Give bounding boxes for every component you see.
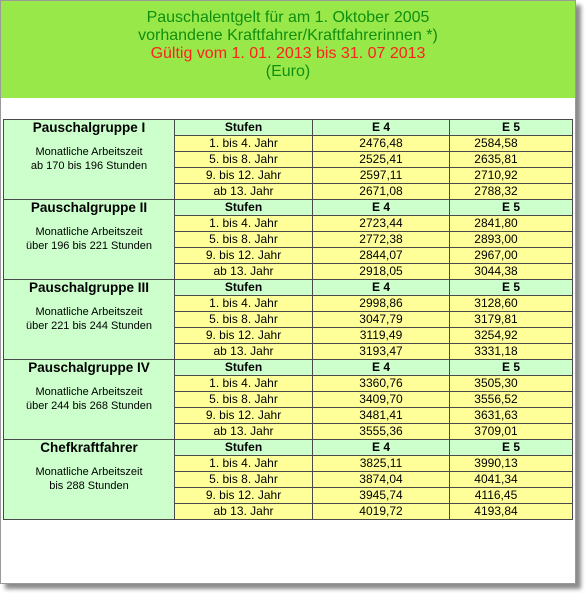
stufe-cell: 1. bis 4. Jahr (175, 456, 313, 472)
e5-value-cell: 2967,00 (450, 248, 573, 264)
group-worktime-range: über 244 bis 268 Stunden (26, 400, 152, 412)
e4-value-cell: 3555,36 (313, 424, 450, 440)
stufe-cell: 9. bis 12. Jahr (175, 328, 313, 344)
page-header (1, 1, 575, 98)
e4-value-cell: 2772,38 (313, 232, 450, 248)
e5-value-cell: 3709,01 (450, 424, 573, 440)
e4-value-cell: 2723,44 (313, 216, 450, 232)
stufe-cell: 5. bis 8. Jahr (175, 232, 313, 248)
stufe-cell: 9. bis 12. Jahr (175, 488, 313, 504)
stufe-cell: ab 13. Jahr (175, 424, 313, 440)
group-header-row (4, 280, 573, 296)
e5-value-cell: 3631,63 (450, 408, 573, 424)
group-header-row (4, 120, 573, 136)
e4-value-cell: 2671,08 (313, 184, 450, 200)
column-header-stufen: Stufen (175, 440, 313, 456)
group-title: Chefkraftfahrer (40, 440, 138, 455)
e4-value-cell: 3360,76 (313, 376, 450, 392)
group-worktime-range: über 221 bis 244 Stunden (26, 320, 152, 332)
e4-value-cell: 3193,47 (313, 344, 450, 360)
e5-value-cell: 2893,00 (450, 232, 573, 248)
e4-value-cell: 3945,74 (313, 488, 450, 504)
e5-value-cell: 2635,81 (450, 152, 573, 168)
stufe-cell: 1. bis 4. Jahr (175, 136, 313, 152)
column-header-e4: E 4 (313, 280, 450, 296)
header-title-line1: Pauschalentgelt für am 1. Oktober 2005 (146, 9, 430, 26)
group-title: Pauschalgruppe III (28, 280, 150, 295)
e5-value-cell: 4041,34 (450, 472, 573, 488)
group-title: Pauschalgruppe II (30, 200, 148, 215)
e4-value-cell: 3409,70 (313, 392, 450, 408)
column-header-e5: E 5 (450, 440, 573, 456)
column-header-e4: E 4 (313, 200, 450, 216)
column-header-stufen: Stufen (175, 200, 313, 216)
e5-value-cell: 3990,13 (450, 456, 573, 472)
e5-value-cell: 4116,45 (450, 488, 573, 504)
group-worktime-range: über 196 bis 221 Stunden (26, 240, 152, 252)
e4-value-cell: 4019,72 (313, 504, 450, 520)
stufe-cell: ab 13. Jahr (175, 184, 313, 200)
e5-value-cell: 3128,60 (450, 296, 573, 312)
group-title: Pauschalgruppe I (32, 120, 146, 135)
e4-value-cell: 3874,04 (313, 472, 450, 488)
group-header-row (4, 440, 573, 456)
group-header-row (4, 360, 573, 376)
header-validity-period: Gültig vom 1. 01. 2013 bis 31. 07 2013 (150, 45, 426, 62)
column-header-e5: E 5 (450, 360, 573, 376)
stufe-cell: 5. bis 8. Jahr (175, 312, 313, 328)
stufe-cell: 5. bis 8. Jahr (175, 152, 313, 168)
e4-value-cell: 2476,48 (313, 136, 450, 152)
e4-value-cell: 3047,79 (313, 312, 450, 328)
e5-value-cell: 2841,80 (450, 216, 573, 232)
e5-value-cell: 3179,81 (450, 312, 573, 328)
header-title-line2: vorhandene Kraftfahrer/Kraftfahrerinnen *) (138, 27, 438, 44)
stufe-cell: 1. bis 4. Jahr (175, 216, 313, 232)
group-title: Pauschalgruppe IV (28, 360, 150, 375)
e5-value-cell: 3505,30 (450, 376, 573, 392)
group-label-cell (4, 120, 175, 200)
group-header-row (4, 200, 573, 216)
group-label-cell (4, 280, 175, 360)
e4-value-cell: 3119,49 (313, 328, 450, 344)
e4-value-cell: 3481,41 (313, 408, 450, 424)
e4-value-cell: 3825,11 (313, 456, 450, 472)
stufe-cell: 9. bis 12. Jahr (175, 248, 313, 264)
column-header-e5: E 5 (450, 120, 573, 136)
column-header-e4: E 4 (313, 120, 450, 136)
stufe-cell: ab 13. Jahr (175, 504, 313, 520)
e5-value-cell: 3044,38 (450, 264, 573, 280)
stufe-cell: ab 13. Jahr (175, 264, 313, 280)
group-label-cell (4, 440, 175, 520)
tariff-table (3, 119, 573, 520)
stufe-cell: ab 13. Jahr (175, 344, 313, 360)
group-worktime-range: ab 170 bis 196 Stunden (30, 160, 148, 172)
column-header-stufen: Stufen (175, 360, 313, 376)
e4-value-cell: 2998,86 (313, 296, 450, 312)
e5-value-cell: 2710,92 (450, 168, 573, 184)
e5-value-cell: 3331,18 (450, 344, 573, 360)
group-worktime-label: Monatliche Arbeitszeit (35, 146, 143, 158)
e5-value-cell: 3254,92 (450, 328, 573, 344)
e5-value-cell: 4193,84 (450, 504, 573, 520)
group-worktime-range: bis 288 Stunden (49, 480, 129, 492)
column-header-stufen: Stufen (175, 120, 313, 136)
group-worktime-label: Monatliche Arbeitszeit (35, 226, 143, 238)
column-header-e4: E 4 (313, 440, 450, 456)
e4-value-cell: 2918,05 (313, 264, 450, 280)
group-label-cell (4, 200, 175, 280)
stufe-cell: 9. bis 12. Jahr (175, 408, 313, 424)
group-label-cell (4, 360, 175, 440)
header-currency: (Euro) (265, 63, 311, 80)
column-header-e5: E 5 (450, 280, 573, 296)
tariff-table-body (4, 120, 573, 520)
group-worktime-label: Monatliche Arbeitszeit (35, 466, 143, 478)
column-header-stufen: Stufen (175, 280, 313, 296)
stufe-cell: 5. bis 8. Jahr (175, 392, 313, 408)
e4-value-cell: 2525,41 (313, 152, 450, 168)
group-worktime-label: Monatliche Arbeitszeit (35, 386, 143, 398)
e5-value-cell: 2584,58 (450, 136, 573, 152)
e5-value-cell: 3556,52 (450, 392, 573, 408)
column-header-e4: E 4 (313, 360, 450, 376)
stufe-cell: 1. bis 4. Jahr (175, 296, 313, 312)
stufe-cell: 1. bis 4. Jahr (175, 376, 313, 392)
e4-value-cell: 2597,11 (313, 168, 450, 184)
stufe-cell: 5. bis 8. Jahr (175, 472, 313, 488)
e5-value-cell: 2788,32 (450, 184, 573, 200)
stufe-cell: 9. bis 12. Jahr (175, 168, 313, 184)
group-worktime-label: Monatliche Arbeitszeit (35, 306, 143, 318)
column-header-e5: E 5 (450, 200, 573, 216)
e4-value-cell: 2844,07 (313, 248, 450, 264)
